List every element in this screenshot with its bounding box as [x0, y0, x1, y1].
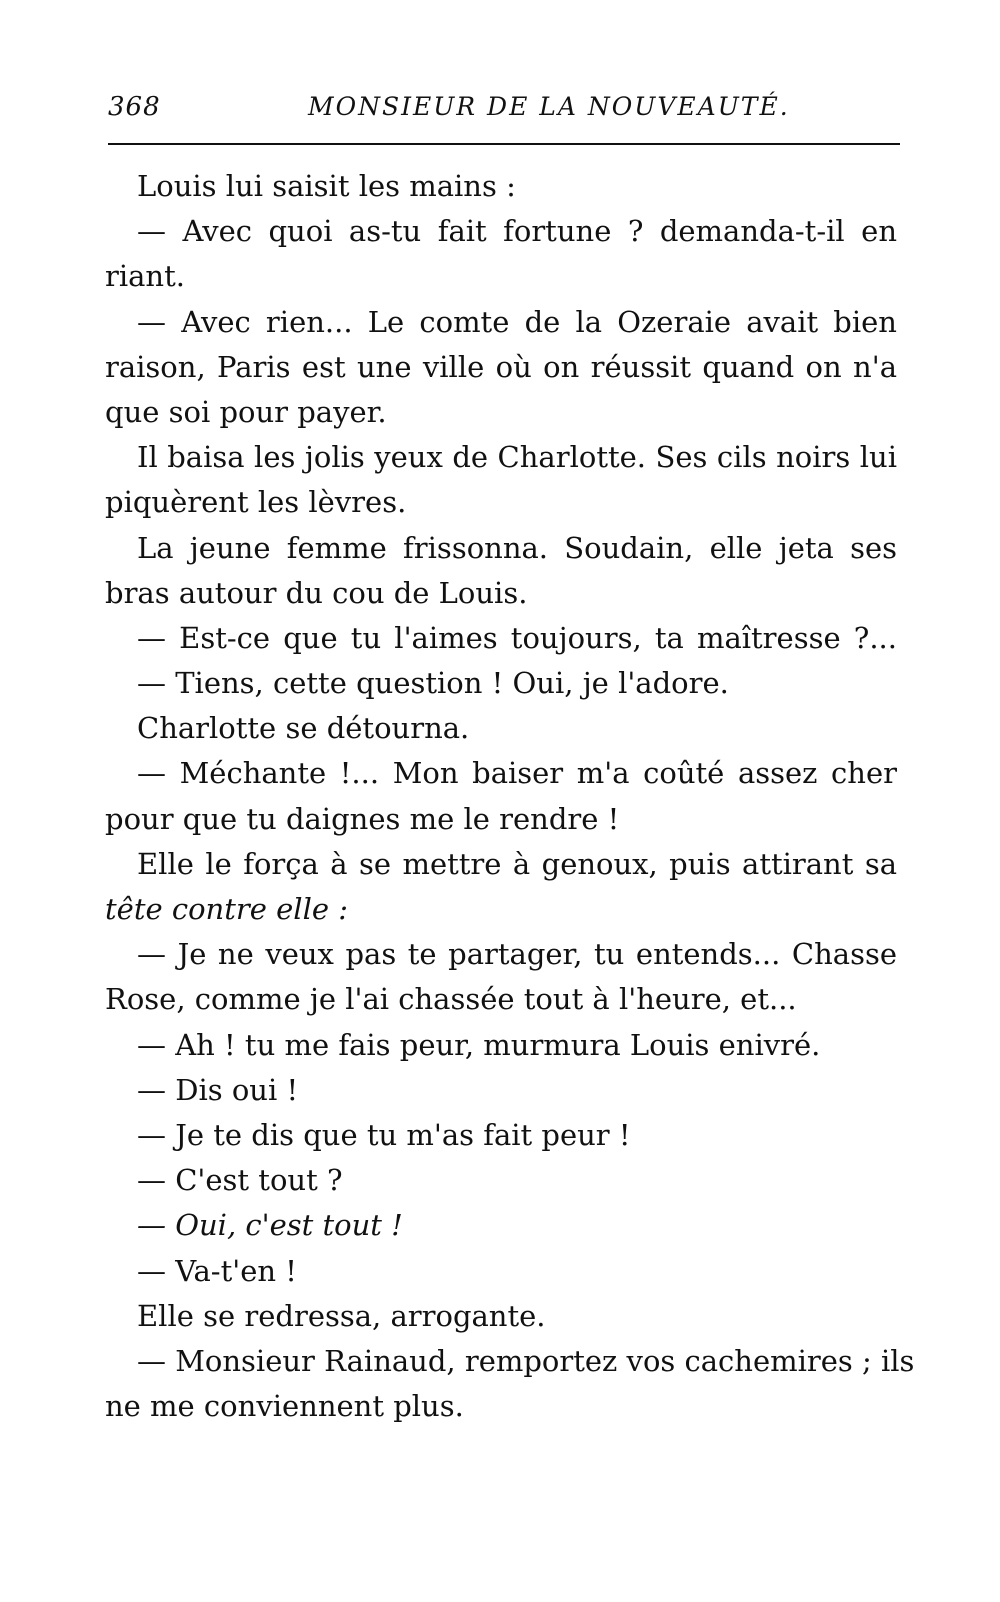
text-line: — Tiens, cette question ! Oui, je l'adore. — [137, 666, 729, 701]
text-line: — Je ne veux pas te partager, tu entends... Chasse — [137, 937, 897, 972]
text-line: — Dis oui ! — [137, 1072, 299, 1107]
text-line: Charlotte se détourna. — [137, 711, 470, 746]
text-line: — Va-t'en ! — [137, 1253, 297, 1288]
text-line: ne me conviennent plus. — [105, 1389, 464, 1424]
page-header — [108, 92, 898, 132]
text-line: pour que tu daignes me le rendre ! — [105, 801, 620, 836]
text-line: Louis lui saisit les mains : — [137, 169, 516, 203]
text-line: — Oui, c'est tout ! — [137, 1208, 403, 1243]
text-line: La jeune femme frissonna. Soudain, elle jeta ses — [137, 530, 897, 565]
text-line: Il baisa les jolis yeux de Charlotte. Ses cils noirs lui — [137, 440, 897, 475]
text-line: — Ah ! tu me fais peur, murmura Louis enivré. — [137, 1027, 821, 1062]
page-number: 368 — [108, 92, 161, 122]
text-line: — Je te dis que tu m'as fait peur ! — [137, 1117, 631, 1152]
text-line: riant. — [105, 259, 185, 294]
text-line: Rose, comme je l'ai chassée tout à l'heure, et... — [105, 982, 797, 1017]
text-line: — Avec rien... Le comte de la Ozeraie avait bien — [137, 304, 897, 339]
header-rule — [108, 143, 900, 145]
text-line: — Méchante !... Mon baiser m'a coûté assez cher — [137, 756, 897, 791]
text-line: que soi pour payer. — [105, 394, 387, 429]
text-line: Elle le força à se mettre à genoux, puis attirant sa — [137, 846, 897, 881]
running-title: MONSIEUR DE LA NOUVEAUTÉ. — [308, 92, 790, 121]
text-line: — Monsieur Rainaud, remportez vos cachemires ; ils — [137, 1343, 915, 1378]
text-line: — C'est tout ? — [137, 1163, 343, 1198]
text-line: — Avec quoi as-tu fait fortune ? demanda-t-il en — [137, 214, 897, 249]
text-line: Elle se redressa, arrogante. — [137, 1298, 546, 1333]
text-line: piquèrent les lèvres. — [105, 485, 407, 520]
text-line: tête contre elle : — [105, 892, 348, 926]
text-line: raison, Paris est une ville où on réussit quand on n'a — [105, 349, 897, 384]
text-line: bras autour du cou de Louis. — [105, 575, 528, 610]
text-line: — Est-ce que tu l'aimes toujours, ta maîtresse ?... — [137, 620, 897, 655]
body-text — [105, 164, 915, 1429]
